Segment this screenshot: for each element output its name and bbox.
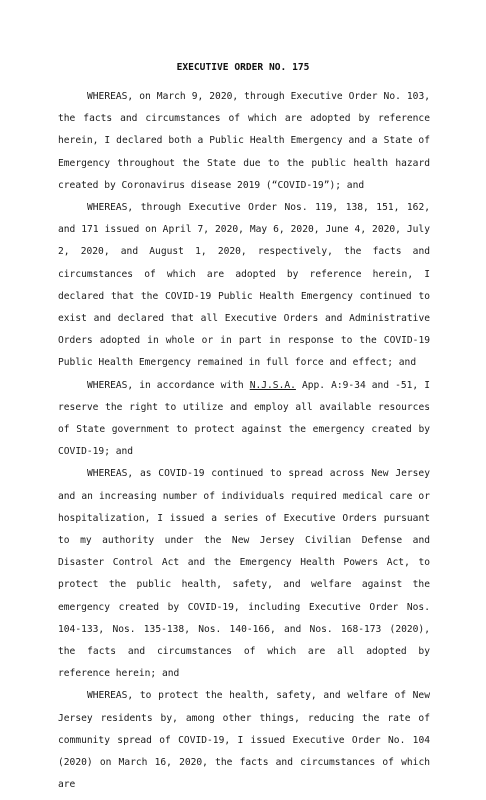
document-body bbox=[58, 86, 430, 797]
paragraph-whereas-3-before: WHEREAS, in accordance with bbox=[87, 379, 250, 391]
paragraph-whereas-5: WHEREAS, to protect the health, safety, and welfare of New Jersey residents by, among other things, reducing the rate of community spread of COVID-19, I issued Executive Order No. 104 (2020) on March 16, 2020, the facts and circumstances of which are bbox=[58, 690, 430, 791]
paragraph-whereas-3-after: App. A:9-34 and -51, I reserve the right to utilize and employ all available resources of State government to protect against the emergency created by COVID-19; and bbox=[58, 379, 430, 458]
paragraph-whereas-2: WHEREAS, through Executive Order Nos. 119, 138, 151, 162, and 171 issued on April 7, 2020, May 6, 2020, June 4, 2020, July 2, 2020, and August 1, 2020, respectively, the facts and circumstances of which are adopted by reference herein, I declared that the COVID-19 Public Health Emergency continued to exist and declared that all Executive Orders and Administrative Orders adopted in whole or in part in response to the COVID-19 Public Health Emergency remained in full force and effect; and bbox=[58, 202, 430, 369]
paragraph-whereas-1: WHEREAS, on March 9, 2020, through Executive Order No. 103, the facts and circumstances of which are adopted by reference herein, I declared both a Public Health Emergency and a State of Emergency throughout the State due to the public health hazard created by Coronavirus disease 2019 (“COVID-19”); and bbox=[58, 91, 430, 191]
document-title: EXECUTIVE ORDER NO. 175 bbox=[176, 62, 310, 73]
paragraph-whereas-4: WHEREAS, as COVID-19 continued to spread across New Jersey and an increasing number of individuals required medical care or hospitalization, I issued a series of Executive Orders pursuant to my authority under the New Jersey Civilian Defense and Disaster Control Act and the Emergency Health Powers Act, to protect the public health, safety, and welfare against the emergency created by COVID-19, including Executive Order Nos. 104-133, Nos. 135-138, Nos. 140-166, and Nos. 168-173 (2020), the facts and circumstances of which are all adopted by reference herein; and bbox=[58, 468, 430, 680]
paragraph-whereas-3 bbox=[58, 375, 430, 464]
statute-citation: N.J.S.A. bbox=[249, 379, 296, 391]
